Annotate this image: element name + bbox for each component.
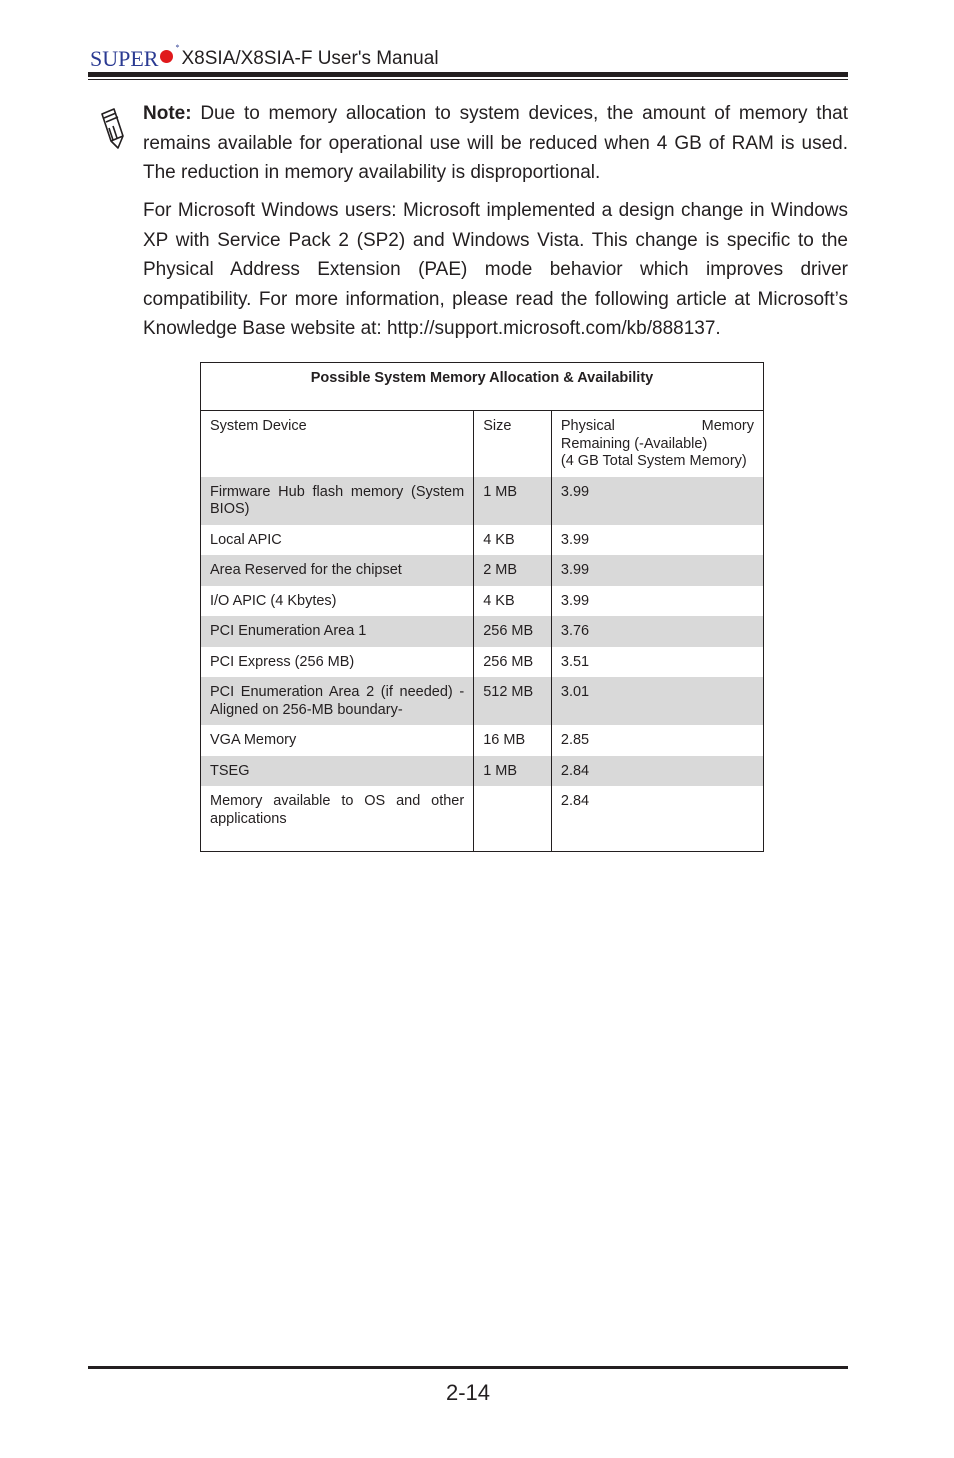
cell-size: 4 KB [474, 525, 552, 556]
header-total: (4 GB Total System Memory) [560, 453, 747, 469]
cell-device: TSEG [201, 756, 474, 787]
manual-title: X8SIA/X8SIA-F User's Manual [181, 48, 439, 69]
cell-remaining: 3.76 [551, 616, 763, 647]
cell-remaining: 3.51 [551, 647, 763, 678]
header-rule-thin [88, 79, 848, 80]
header-remaining: Remaining (-Available) [560, 435, 708, 452]
cell-remaining: 3.99 [551, 555, 763, 586]
table-row [201, 525, 764, 556]
header-physical-memory [551, 411, 763, 477]
cell-device: I/O APIC (4 Kbytes) [201, 586, 474, 617]
cell-size: 1 MB [474, 477, 552, 525]
table-row [201, 586, 764, 617]
memory-allocation-table [200, 362, 764, 852]
cell-size [474, 786, 552, 852]
page-header [90, 42, 439, 70]
cell-remaining: 2.85 [551, 725, 763, 756]
cell-device: Firmware Hub flash memory (System BIOS) [201, 477, 474, 525]
header-rule [88, 72, 848, 77]
cell-size: 4 KB [474, 586, 552, 617]
cell-remaining: 3.01 [551, 677, 763, 725]
supermicro-logo [90, 43, 180, 71]
table-row [201, 647, 764, 678]
table-row [201, 477, 764, 525]
cell-device: PCI Express (256 MB) [201, 647, 474, 678]
cell-remaining: 3.99 [551, 586, 763, 617]
cell-size: 256 MB [474, 647, 552, 678]
table-row [201, 616, 764, 647]
windows-paragraph: For Microsoft Windows users: Microsoft implemented a design change in Windows XP with Service Pack 2 (SP2) and Windows Vista. This change is specific to the Physical Address Extension (PAE) mode behavior which improves driver compatibility. For more information, please read the following article at Microsoft’s Knowledge Base website at: http://support.microsoft.com/kb/888137. [143, 200, 848, 340]
cell-remaining: 2.84 [551, 786, 763, 852]
cell-device: PCI Enumeration Area 2 (if needed) -Aligned on 256-MB boundary- [201, 677, 474, 725]
table-row [201, 555, 764, 586]
cell-remaining: 3.99 [551, 525, 763, 556]
cell-size: 2 MB [474, 555, 552, 586]
header-size: Size [474, 411, 552, 477]
cell-device: Memory available to OS and other applications [201, 786, 474, 852]
header-system-device: System Device [201, 411, 474, 477]
cell-size: 256 MB [474, 616, 552, 647]
pencil-icon [96, 106, 128, 152]
header-physical-word: Physical [560, 418, 615, 434]
table-title: Possible System Memory Allocation & Availability [201, 363, 764, 411]
logo-star-icon: * [175, 43, 180, 52]
table-row [201, 725, 764, 756]
table-row [201, 786, 764, 852]
cell-remaining: 3.99 [551, 477, 763, 525]
cell-size: 16 MB [474, 725, 552, 756]
note-text: Due to memory allocation to system devices, the amount of memory that remains available for operational use will be reduced when 4 GB of RAM is used. The reduction in memory availability is disproportional. [143, 103, 848, 184]
header-memory-word: Memory [701, 418, 754, 434]
cell-remaining: 2.84 [551, 756, 763, 787]
cell-device: PCI Enumeration Area 1 [201, 616, 474, 647]
note-paragraph [143, 99, 848, 188]
page-number: 2-14 [445, 1380, 491, 1405]
cell-device: Local APIC [201, 525, 474, 556]
logo-text: SUPER [90, 46, 159, 71]
table-row [201, 756, 764, 787]
note-label: Note: [143, 103, 192, 124]
table-row [201, 677, 764, 725]
table-title-row [201, 363, 764, 411]
logo-dot-icon [160, 43, 180, 63]
cell-device: VGA Memory [201, 725, 474, 756]
cell-size: 1 MB [474, 756, 552, 787]
cell-size: 512 MB [474, 677, 552, 725]
table-header-row [201, 411, 764, 477]
cell-device: Area Reserved for the chipset [201, 555, 474, 586]
footer-rule [88, 1366, 848, 1369]
